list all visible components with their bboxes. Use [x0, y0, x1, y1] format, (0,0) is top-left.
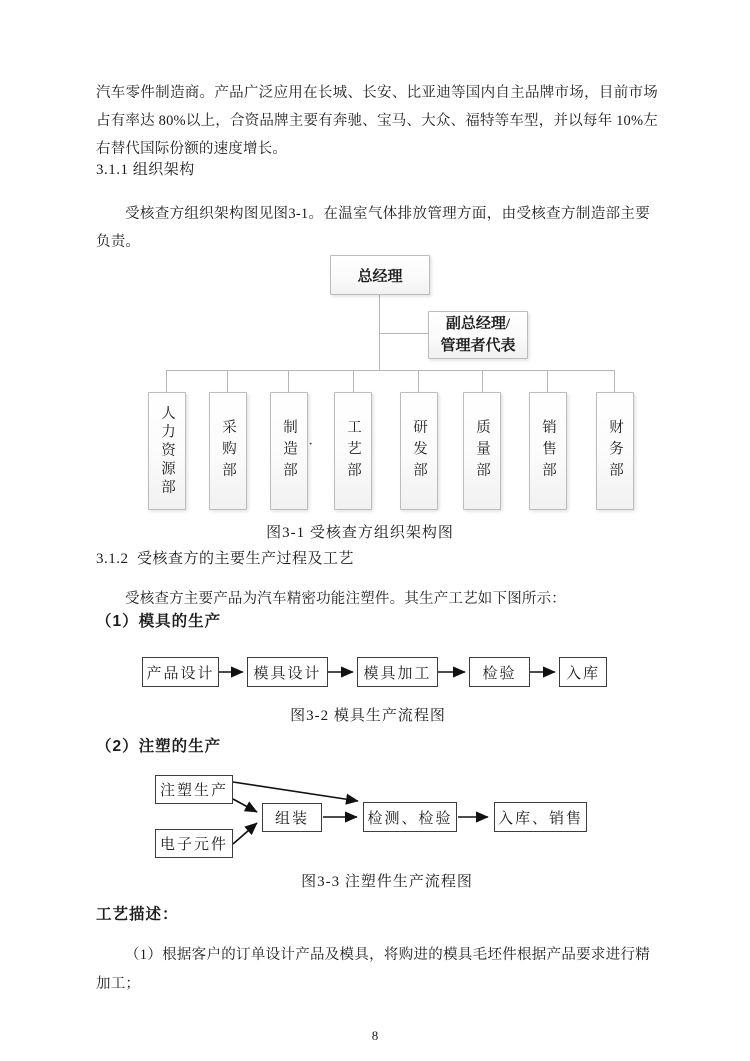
org-node-rnd-dept	[400, 392, 438, 510]
org-node-deputy	[428, 311, 528, 359]
deputy-line-2: 管理者代表	[440, 338, 516, 354]
flow-node-warehouse-sales: 入库、销售	[494, 802, 587, 832]
flow-node-assembly: 组装	[262, 803, 322, 832]
org-node-process-dept	[334, 392, 372, 510]
figure-3-3-caption: 图3-3 注塑件生产流程图	[301, 874, 473, 890]
stray-dot: ·	[308, 436, 314, 453]
org-stub-1	[166, 370, 167, 392]
process-description-item-1: （1）根据客户的订单设计产品及模具，将购进的模具毛坯件根据产品要求进行精加工；	[96, 946, 650, 992]
dept-label: 采购部	[220, 418, 236, 484]
org-stub-7	[547, 370, 548, 392]
org-node-manufacturing-dept	[270, 392, 308, 510]
org-stub-2	[227, 370, 228, 392]
flow-node-mold-design: 模具设计	[247, 657, 328, 687]
process-description-heading: 工艺描述：	[96, 906, 179, 923]
org-chart-figure	[0, 250, 750, 512]
org-stub-8	[614, 370, 615, 392]
dept-label: 研发部	[411, 418, 427, 484]
org-node-finance-dept	[596, 392, 634, 510]
org-node-sales-dept	[529, 392, 567, 510]
figure-3-1-caption: 图3-1 受核查方组织架构图	[266, 525, 454, 541]
section-3-1-2-heading: 3.1.2 受核查方的主要生产过程及工艺	[96, 551, 355, 567]
flow-node-injection-production: 注塑生产	[155, 775, 233, 804]
dept-label: 财务部	[607, 418, 623, 484]
flow-node-mold-machining: 模具加工	[357, 657, 438, 687]
org-node-general-manager: 总经理	[330, 255, 430, 295]
flow-node-warehouse: 入库	[559, 657, 607, 687]
flow-node-inspection: 检验	[469, 657, 530, 687]
dept-label: 质量部	[474, 418, 490, 484]
flow-node-test-inspection: 检测、检验	[363, 802, 457, 832]
flow-node-electronic-components: 电子元件	[155, 829, 233, 858]
org-node-purchasing-dept	[209, 392, 247, 510]
dept-label: 销售部	[540, 418, 556, 484]
injection-flow-figure	[0, 765, 750, 865]
dept-label: 人力资源部	[159, 404, 175, 498]
mold-flow-figure	[0, 645, 750, 705]
mold-flow-heading: （1）模具的生产	[96, 613, 222, 630]
org-node-hr-dept	[148, 392, 186, 510]
deputy-line-1: 副总经理/	[445, 316, 511, 332]
section-3-1-1-heading: 3.1.1 组织架构	[96, 162, 195, 178]
org-node-quality-dept	[463, 392, 501, 510]
intro-paragraph: 汽车零件制造商。产品广泛应用在长城、长安、比亚迪等国内自主品牌市场，目前市场占有率达 80%以上，合资品牌主要有奔驰、宝马、大众、福特等车型，并以每年 10%左右替代国际份额的速度增长。	[96, 84, 658, 157]
dept-label: 制造部	[281, 418, 297, 484]
figure-3-2-caption: 图3-2 模具生产流程图	[290, 708, 446, 724]
section-3-1-1-body: 受核查方组织架构图见图3-1。在温室气体排放管理方面，由受核查方制造部主要负责。	[96, 205, 650, 250]
org-stub-3	[288, 370, 289, 392]
org-stub-5	[418, 370, 419, 392]
org-connector-deputy	[380, 333, 428, 334]
flow-node-product-design: 产品设计	[142, 657, 219, 687]
org-stub-4	[353, 370, 354, 392]
section-3-1-2-body: 受核查方主要产品为汽车精密功能注塑件。其生产工艺如下图所示：	[125, 590, 566, 607]
org-stub-6	[482, 370, 483, 392]
dept-label: 工艺部	[345, 418, 361, 484]
page-number: 8	[371, 1028, 379, 1043]
injection-flow-heading: （2）注塑的生产	[96, 738, 222, 755]
